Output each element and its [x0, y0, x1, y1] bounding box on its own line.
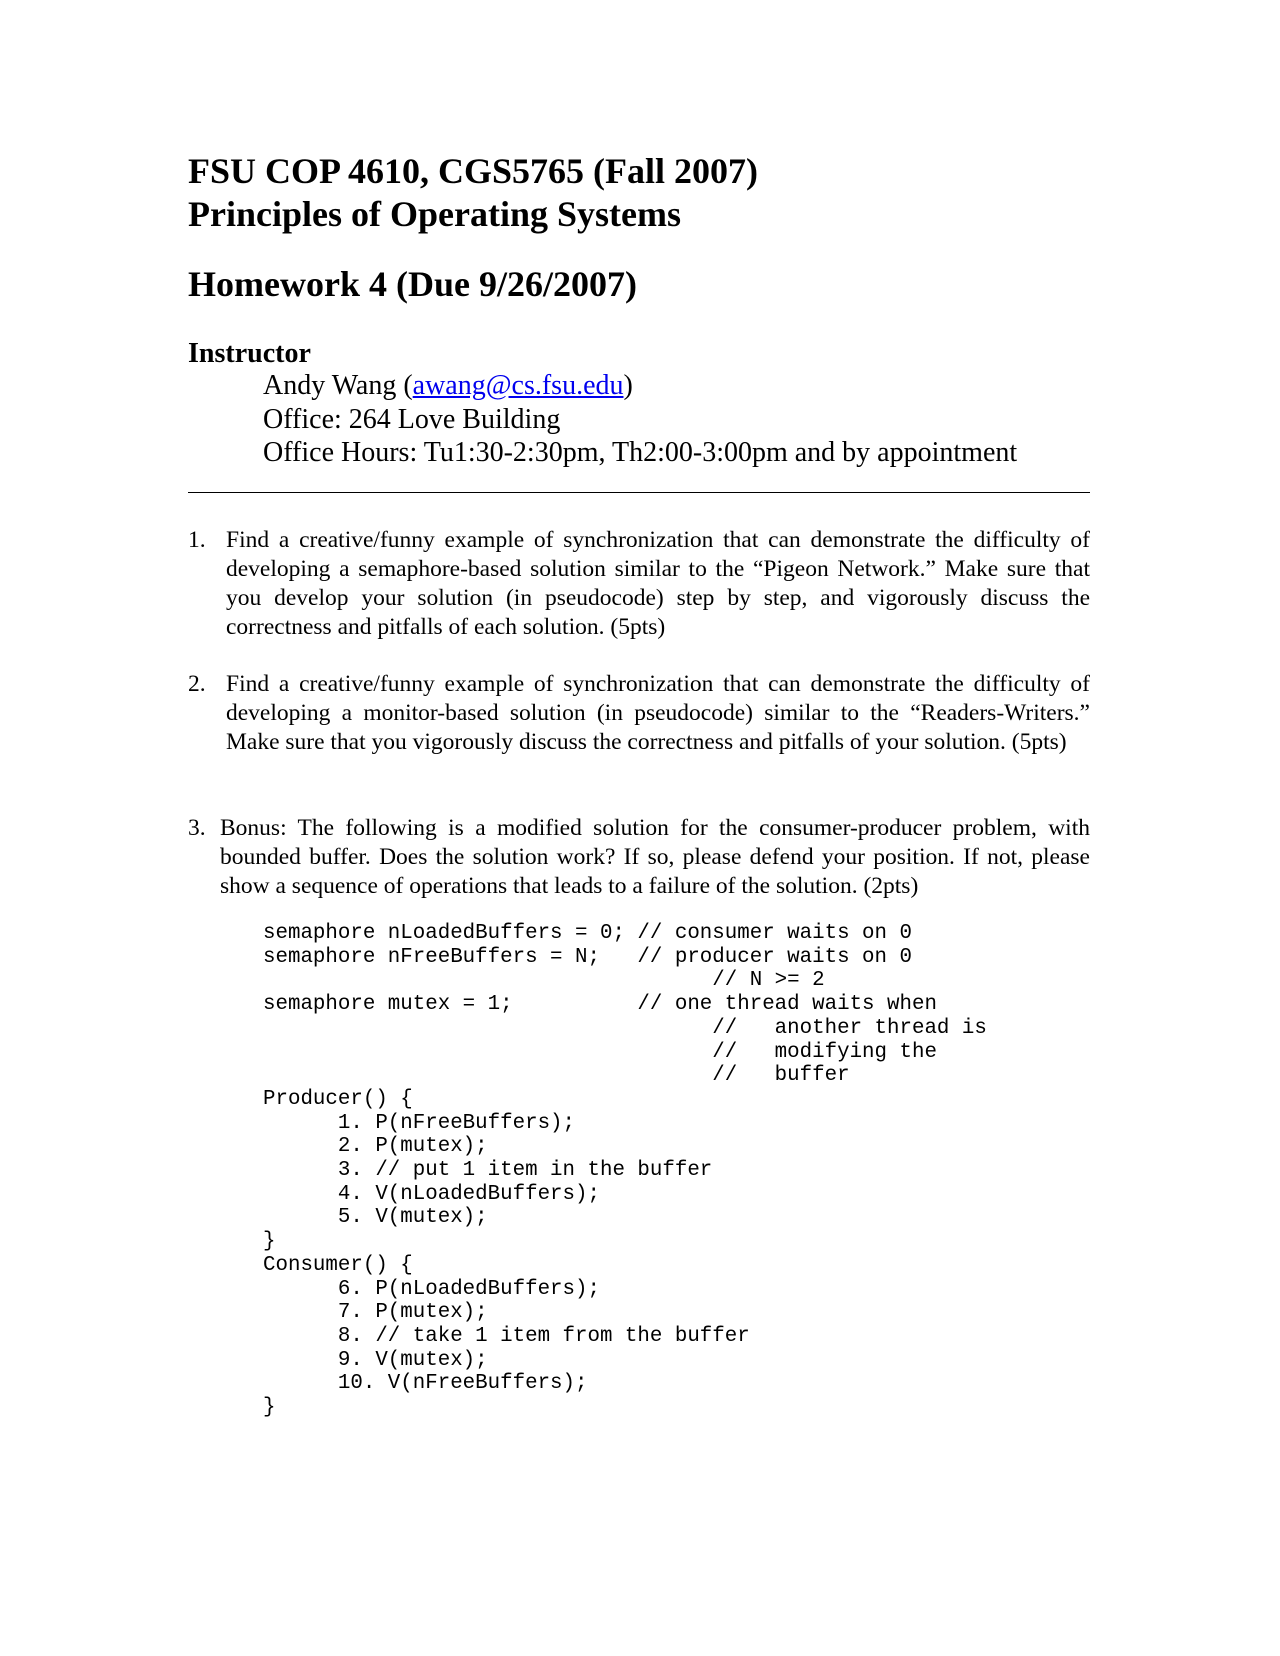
code-block	[263, 922, 987, 1420]
question-text: Bonus: The following is a modified solution for the consumer-producer problem, with bounded buffer. Does the solution work? If so, please defend your position. If not, please show a sequence of operations that leads to a failure of the solution. (2pts)	[220, 815, 1090, 899]
instructor-name-suffix: )	[623, 370, 633, 401]
instructor-office: Office: 264 Love Building	[263, 404, 561, 435]
code-line: // buffer	[263, 1064, 850, 1088]
course-title: FSU COP 4610, CGS5765 (Fall 2007)	[188, 151, 759, 191]
question-number: 2.	[188, 671, 206, 697]
instructor-hours: Office Hours: Tu1:30-2:30pm, Th2:00-3:00pm and by appointment	[263, 437, 1018, 468]
code-line: 7. P(mutex);	[263, 1301, 488, 1325]
divider-line	[188, 492, 1090, 493]
code-line: 4. V(nLoadedBuffers);	[263, 1182, 600, 1206]
code-line: 6. P(nLoadedBuffers);	[263, 1277, 600, 1301]
instructor-name-line	[263, 370, 633, 402]
code-line: Consumer() {	[263, 1253, 413, 1277]
code-line: 9. V(mutex);	[263, 1348, 488, 1372]
code-line: Producer() {	[263, 1087, 413, 1111]
code-line: 2. P(mutex);	[263, 1135, 488, 1159]
instructor-email-link[interactable]: awang@cs.fsu.edu	[412, 370, 624, 401]
code-line: semaphore mutex = 1; // one thread waits when	[263, 993, 937, 1017]
instructor-name: Andy Wang (	[263, 370, 413, 401]
code-line: // another thread is	[263, 1016, 987, 1040]
course-subtitle: Principles of Operating Systems	[188, 194, 681, 234]
question-number: 1.	[188, 527, 206, 553]
code-line: }	[263, 1396, 276, 1420]
question-1	[188, 526, 1090, 646]
code-line: 3. // put 1 item in the buffer	[263, 1159, 713, 1183]
instructor-heading: Instructor	[188, 338, 311, 369]
question-2	[188, 670, 1090, 790]
code-line: // modifying the	[263, 1040, 937, 1064]
code-line: semaphore nFreeBuffers = N; // producer waits on 0	[263, 945, 912, 969]
homework-title: Homework 4 (Due 9/26/2007)	[188, 264, 637, 304]
question-text: Find a creative/funny example of synchronization that can demonstrate the difficulty of developing a semaphore-based solution similar to the “Pigeon Network.” Make sure that you develop your solution (in pseudocode) step by step, and vigorously discuss the correctness and pitfalls of each solution. (5pts)	[226, 527, 1090, 640]
code-line: semaphore nLoadedBuffers = 0; // consumer waits on 0	[263, 922, 912, 945]
code-line: 8. // take 1 item from the buffer	[263, 1324, 750, 1348]
question-text: Find a creative/funny example of synchronization that can demonstrate the difficulty of developing a monitor-based solution (in pseudocode) similar to the “Readers-Writers.” Make sure that you vigorously discuss the correctness and pitfalls of your solution. (5pts)	[226, 671, 1090, 755]
code-line: // N >= 2	[263, 969, 825, 993]
code-line: 10. V(nFreeBuffers);	[263, 1372, 588, 1396]
code-line: 1. P(nFreeBuffers);	[263, 1111, 576, 1135]
code-line: 5. V(mutex);	[263, 1206, 488, 1230]
question-number: 3.	[188, 815, 206, 841]
question-3	[188, 814, 1090, 904]
code-line: }	[263, 1230, 276, 1254]
